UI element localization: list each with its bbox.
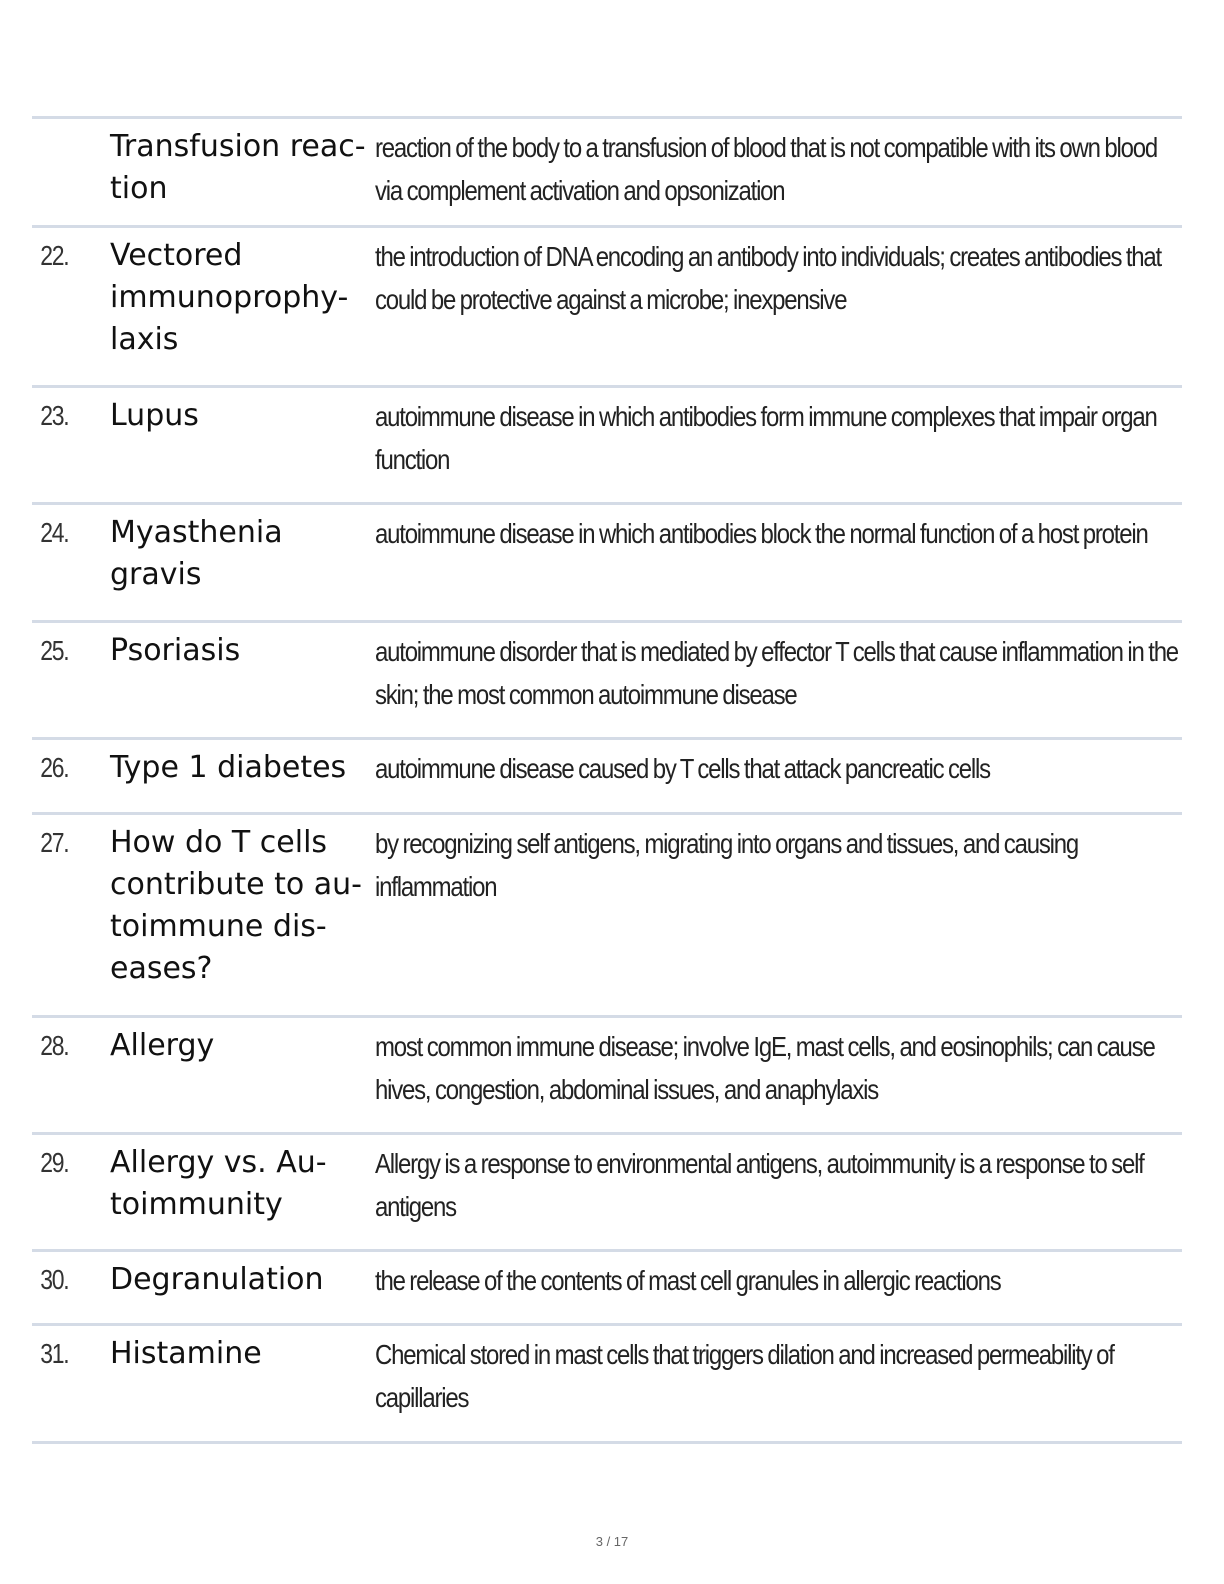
term-line: toimmune dis- bbox=[110, 909, 327, 944]
term bbox=[110, 512, 375, 596]
definition bbox=[375, 1025, 1182, 1111]
term-line: Lupus bbox=[110, 398, 199, 433]
term-line: tion bbox=[110, 171, 168, 206]
row-number: 24. bbox=[40, 517, 69, 548]
term bbox=[110, 822, 375, 990]
term bbox=[110, 630, 375, 672]
definition-text: Chemical stored in mast cells that triggers dilation and increased permeability of capillaries bbox=[375, 1339, 1114, 1413]
row-number: 23. bbox=[40, 400, 69, 431]
definition bbox=[375, 747, 1182, 790]
term-line: Psoriasis bbox=[110, 633, 241, 668]
term bbox=[110, 235, 375, 361]
term-line: gravis bbox=[110, 557, 202, 592]
term-line: How do T cells bbox=[110, 825, 328, 860]
term-line: Transfusion reac- bbox=[110, 129, 366, 164]
table-row bbox=[32, 1135, 1182, 1252]
page-number: 3 / 17 bbox=[595, 1534, 629, 1549]
term-line: immunoprophy- bbox=[110, 280, 349, 315]
row-number: 30. bbox=[40, 1264, 69, 1295]
row-number: 25. bbox=[40, 635, 69, 666]
flashcard-table bbox=[32, 116, 1182, 1444]
table-row bbox=[32, 815, 1182, 1018]
term bbox=[110, 1259, 375, 1301]
definition-text: autoimmune disease in which antibodies block the normal function of a host protein bbox=[375, 518, 1148, 549]
definition bbox=[375, 1142, 1182, 1228]
definition-text: Allergy is a response to environmental antigens, autoimmunity is a response to self antigens bbox=[375, 1148, 1144, 1222]
definition bbox=[375, 126, 1182, 212]
term-line: Vectored bbox=[110, 238, 243, 273]
table-row bbox=[32, 505, 1182, 623]
row-number: 26. bbox=[40, 752, 69, 783]
row-number: 22. bbox=[40, 240, 69, 271]
term bbox=[110, 1142, 375, 1226]
table-row bbox=[32, 388, 1182, 505]
term-line: contribute to au- bbox=[110, 867, 362, 902]
definition bbox=[375, 630, 1182, 716]
term-line: Allergy bbox=[110, 1028, 215, 1063]
term bbox=[110, 395, 375, 437]
term-line: Type 1 diabetes bbox=[110, 750, 347, 785]
definition bbox=[375, 1259, 1182, 1302]
definition-text: most common immune disease; involve IgE, mast cells, and eosinophils; can cause hives, congestion, abdominal issues, and anaphylaxis bbox=[375, 1031, 1155, 1105]
definition bbox=[375, 512, 1182, 555]
term-line: Myasthenia bbox=[110, 515, 283, 550]
term-line: toimmunity bbox=[110, 1187, 283, 1222]
definition bbox=[375, 395, 1182, 481]
term-line: Degranulation bbox=[110, 1262, 324, 1297]
term bbox=[110, 126, 375, 210]
term bbox=[110, 1025, 375, 1067]
table-row bbox=[32, 623, 1182, 740]
table-row bbox=[32, 1326, 1182, 1444]
row-number: 27. bbox=[40, 827, 69, 858]
definition bbox=[375, 235, 1182, 321]
definition bbox=[375, 1333, 1182, 1419]
term-line: laxis bbox=[110, 322, 179, 357]
table-row bbox=[32, 740, 1182, 815]
table-row bbox=[32, 228, 1182, 388]
definition-text: autoimmune disease caused by T cells that attack pancreatic cells bbox=[375, 753, 990, 784]
definition-text: autoimmune disease in which antibodies form immune complexes that impair organ function bbox=[375, 401, 1157, 475]
definition-text: the release of the contents of mast cell granules in allergic reactions bbox=[375, 1265, 1001, 1296]
term-line: Histamine bbox=[110, 1336, 262, 1371]
table-row bbox=[32, 1018, 1182, 1135]
term-line: eases? bbox=[110, 951, 213, 986]
table-row bbox=[32, 1252, 1182, 1326]
row-number: 31. bbox=[40, 1338, 69, 1369]
row-number: 28. bbox=[40, 1030, 69, 1061]
term bbox=[110, 1333, 375, 1375]
definition-text: the introduction of DNA encoding an antibody into individuals; creates antibodies that could be protective against a microbe; inexpensive bbox=[375, 241, 1161, 315]
definition-text: autoimmune disorder that is mediated by effector T cells that cause inflammation in the skin; the most common autoimmune disease bbox=[375, 636, 1178, 710]
term-line: Allergy vs. Au- bbox=[110, 1145, 327, 1180]
definition-text: reaction of the body to a transfusion of blood that is not compatible with its own blood via complement activation and opsonization bbox=[375, 132, 1157, 206]
definition-text: by recognizing self antigens, migrating into organs and tissues, and causing inflammation bbox=[375, 828, 1078, 902]
definition bbox=[375, 822, 1182, 908]
row-number: 29. bbox=[40, 1147, 69, 1178]
table-row bbox=[32, 119, 1182, 228]
term bbox=[110, 747, 375, 789]
